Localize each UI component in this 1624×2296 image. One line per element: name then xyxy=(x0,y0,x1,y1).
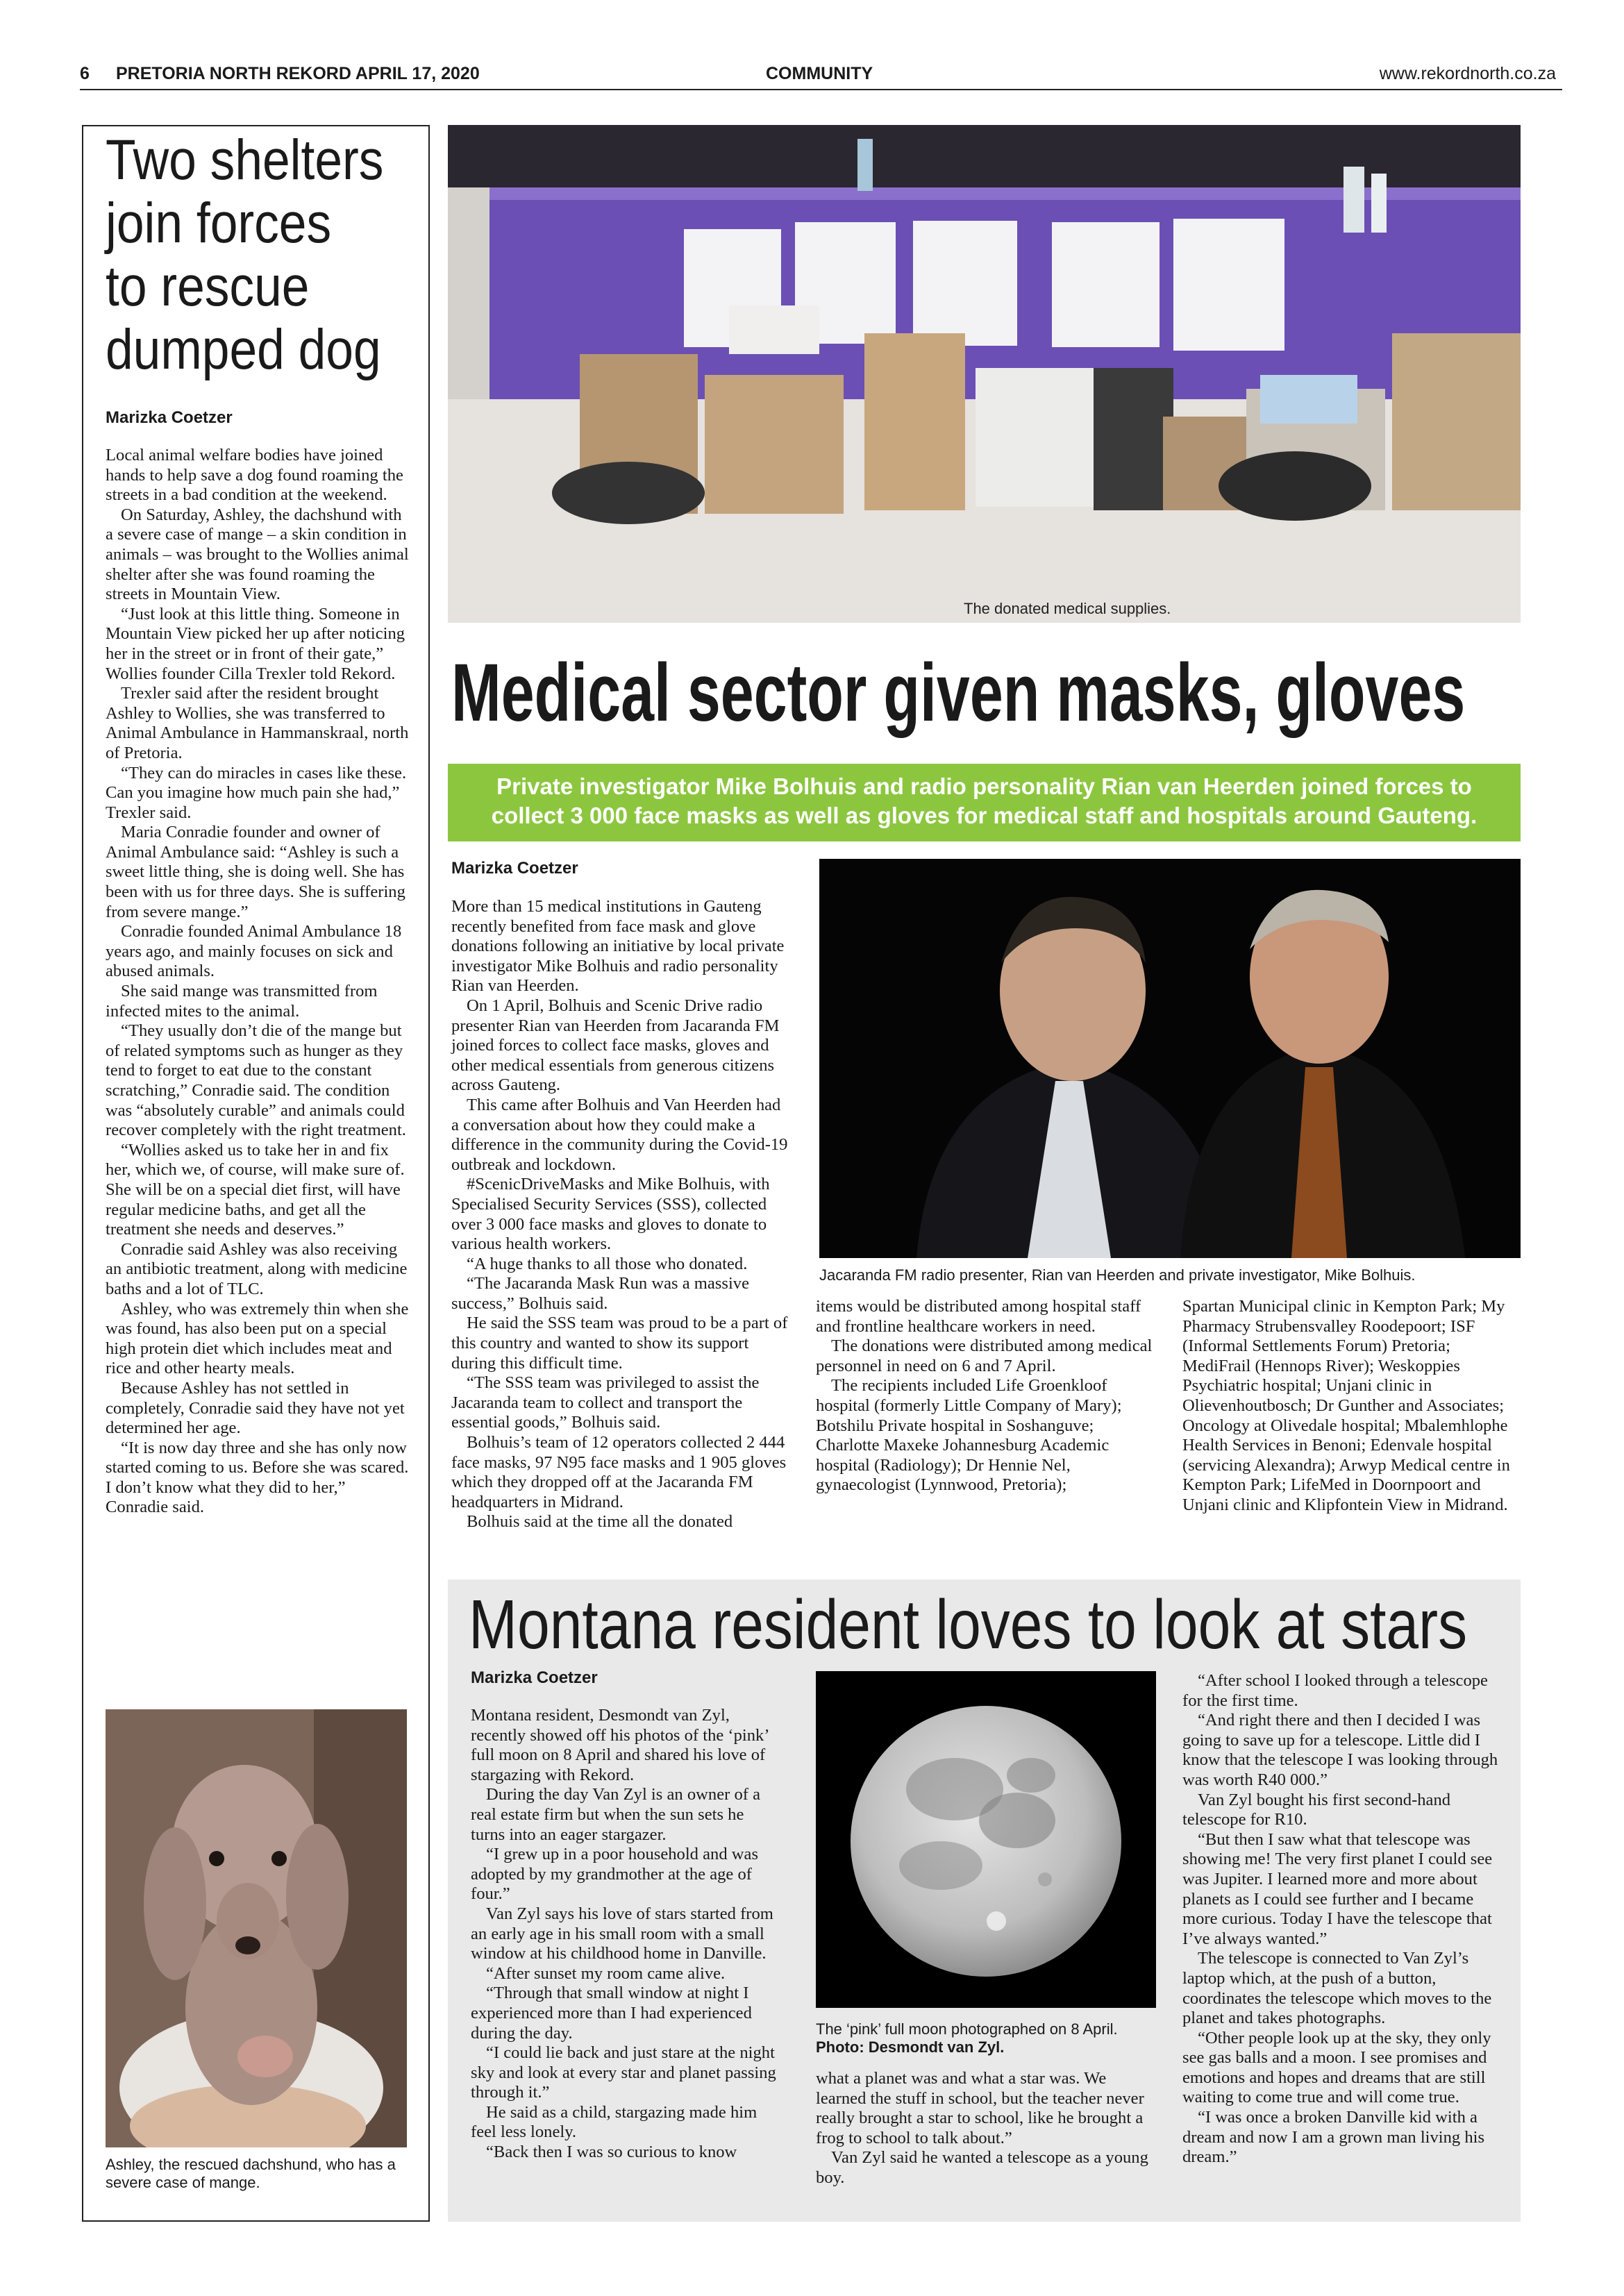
dog-paragraph: Maria Conradie founder and owner of Animal Ambulance said: “Ashley is such a sweet little thing, she is doing well. She has been with us for three days. She is suffering from severe mange.” xyxy=(106,823,405,921)
masks-paragraph: #ScenicDriveMasks and Mike Bolhuis, with Specialised Security Services (SSS), collected over 3 000 face masks and gloves to donate to various health workers. xyxy=(451,1175,770,1254)
masks-headline: Medical sector given masks, gloves xyxy=(451,647,1466,739)
masks-paragraph: The recipients included Life Groenkloof hospital (formerly Little Company of Mary); Botshilu Private hospital in Soshanguve; Charlotte Maxeke Johannesburg Academic hospital (Radiology); Dr Hennie Nel, gynaecologist (Lynnwood, Pretoria); xyxy=(816,1376,1122,1495)
moon-photo xyxy=(816,1671,1156,2008)
stars-column-2 xyxy=(816,2069,1156,2188)
masks-column-1 xyxy=(451,897,789,1532)
stars-paragraph: He said as a child, stargazing made him feel less lonely. xyxy=(471,2102,757,2142)
dog-byline: Marizka Coetzer xyxy=(106,408,233,427)
masks-column-2 xyxy=(816,1297,1154,1495)
portrait-illustration xyxy=(819,859,1521,1258)
stars-byline: Marizka Coetzer xyxy=(471,1668,598,1687)
stars-paragraph: Van Zyl said he wanted a telescope as a young boy. xyxy=(816,2148,1148,2187)
dog-article-body xyxy=(106,446,411,1518)
stars-paragraph: Montana resident, Desmondt van Zyl, recently showed off his photos of the ‘pink’ full moon on 8 April and shared his love of stargazing with Rekord. xyxy=(471,1706,769,1784)
stars-paragraph: “Other people look up at the sky, they only see gas balls and a moon. I see promises and emotions and hopes and dreams that are still waiting to come true and will come true. xyxy=(1182,2028,1491,2107)
stars-paragraph: “Through that small window at night I experienced more than I had experienced during the day. xyxy=(471,1984,752,2043)
stars-paragraph: Van Zyl says his love of stars started from an early age in his small room with a small window at his childhood home in Danville. xyxy=(471,1904,773,1963)
dog-paragraph: Because Ashley has not settled in completely, Conradie said they have not yet determined her age. xyxy=(106,1378,405,1438)
masks-paragraph: He said the SSS team was proud to be a part of this country and wanted to show its support during this difficult time. xyxy=(451,1314,788,1373)
masks-byline: Marizka Coetzer xyxy=(451,859,578,878)
masks-paragraph: Spartan Municipal clinic in Kempton Park; My Pharmacy Strubensvalley Roodepoort; ISF (Informal Settlements Forum) Pretoria; MediFrail (Hennops River); Weskoppies Psychiatric hospital; Unjani clinic in Olievenhoutbosch; Dr Gunther and Associates; Oncology at Olivedale hospital; Mbalemhlophe Health Services in Benoni; Edenvale hospital (servicing Alexandra); Arwyp Medical centre in Kempton Park; LifeMed in Doornpoort and Unjani clinic and Klipfontein View in Midrand. xyxy=(1182,1297,1510,1514)
dog-paragraph: “It is now day three and she has only now started coming to us. Before she was scared. I don’t know what they did to her,” Conradie said. xyxy=(106,1438,409,1517)
stars-paragraph: “After sunset my room came alive. xyxy=(486,1963,726,1983)
masks-intro-text: Private investigator Mike Bolhuis and radio personality Rian van Heerden joined forces to collect 3 000 face masks as well as gloves for medical staff and hospitals around Gauteng. xyxy=(491,773,1477,828)
dachshund-illustration xyxy=(106,1709,407,2147)
masks-paragraph: On 1 April, Bolhuis and Scenic Drive radio presenter Rian van Heerden from Jacaranda FM joined forces to collect face masks, gloves and other medical essentials from generous citizens across Gauteng. xyxy=(451,996,780,1095)
dog-paragraph: She said mange was transmitted from infected mites to the animal. xyxy=(106,982,378,1021)
moon-photo-credit: Photo: Desmondt van Zyl. xyxy=(816,2038,1005,2056)
stars-column-1 xyxy=(471,1706,782,2163)
dog-paragraph: Local animal welfare bodies have joined hands to help save a dog found roaming the streets in a bad condition at the weekend. xyxy=(106,446,403,505)
dog-headline: Two shelters join forces to rescue dumped dog xyxy=(106,128,384,381)
stars-paragraph: “After school I looked through a telescope for the first time. xyxy=(1182,1671,1488,1710)
section-label: COMMUNITY xyxy=(766,64,873,83)
masks-column-3 xyxy=(1182,1297,1521,1516)
dog-paragraph: “They can do miracles in cases like these. Can you imagine how much pain she had,” Trexler said. xyxy=(106,763,407,822)
masks-paragraph: Bolhuis said at the time all the donated xyxy=(467,1512,733,1532)
page-number: 6 xyxy=(80,64,90,83)
dog-paragraph: On Saturday, Ashley, the dachshund with a severe case of mange – a skin condition in animals – was brought to the Wollies animal shelter after she was found roaming the streets in Mountain View. xyxy=(106,505,409,604)
dog-photo-caption: Ashley, the rescued dachshund, who has a severe case of mange. xyxy=(106,2156,396,2191)
masks-paragraph: The donations were distributed among medical personnel in need on 6 and 7 April. xyxy=(816,1336,1153,1375)
stars-column-3 xyxy=(1182,1671,1509,2168)
stars-paragraph: “But then I saw what that telescope was showing me! The very first planet I could see was Jupiter. I learned more and more about planets as I could see further and I became more curious. Today I have the telescope that I’ve always wanted.” xyxy=(1182,1829,1493,1948)
stars-paragraph: what a planet was and what a star was. We learned the stuff in school, but the teacher never really brought a star to school, like he brought a frog to school to talk about.” xyxy=(816,2069,1144,2147)
portrait-caption: Jacaranda FM radio presenter, Rian van Heerden and private investigator, Mike Bolhuis. xyxy=(819,1266,1416,1284)
dog-paragraph: Conradie said Ashley was also receiving an antibiotic treatment, along with medicine baths and a lot of TLC. xyxy=(106,1239,408,1298)
dog-paragraph: Trexler said after the resident brought Ashley to Wollies, she was transferred to Animal Ambulance in Hammanskraal, north of Pretoria. xyxy=(106,684,409,762)
stars-paragraph: “I could lie back and just stare at the night sky and look at every star and planet passing through it.” xyxy=(471,2043,776,2102)
dog-paragraph: Conradie founded Animal Ambulance 18 years ago, and mainly focuses on sick and abused animals. xyxy=(106,922,402,981)
website-url: www.rekordnorth.co.za xyxy=(1379,64,1556,83)
dog-paragraph: “Wollies asked us to take her in and fix her, which we, of course, will make sure of. She will be on a special diet first, will have regular medicine baths, and get all the treatment she needs and deserves.” xyxy=(106,1140,405,1239)
stars-paragraph: During the day Van Zyl is an owner of a real estate firm but when the sun sets he turns into an eager stargazer. xyxy=(471,1785,761,1844)
publication-line: PRETORIA NORTH REKORD APRIL 17, 2020 xyxy=(116,64,480,83)
masks-paragraph: “A huge thanks to all those who donated. xyxy=(467,1254,748,1273)
dog-paragraph: “They usually don’t die of the mange but of related symptoms such as hunger as they tend to forget to eat due to the constant scratching,” Conradie said. The condition was “absolutely curable” and animals could recover completely with the right treatment. xyxy=(106,1021,406,1140)
stars-paragraph: “And right there and then I decided I was going to save up for a telescope. Little did I know that the telescope I was looking through was worth R40 000.” xyxy=(1182,1711,1498,1789)
dog-paragraph: “Just look at this little thing. Someone in Mountain View picked her up after noticing her in the street or in front of their gate,” Wollies founder Cilla Trexler told Rekord. xyxy=(106,604,405,683)
masks-paragraph: items would be distributed among hospital staff and frontline healthcare workers in need. xyxy=(816,1297,1141,1336)
supplies-photo xyxy=(448,125,1521,623)
header-rule xyxy=(80,89,1562,90)
stars-paragraph: Van Zyl bought his first second-hand telescope for R10. xyxy=(1182,1790,1451,1829)
moon-illustration xyxy=(816,1671,1156,2008)
portrait-photo xyxy=(819,859,1521,1258)
stars-paragraph: The telescope is connected to Van Zyl’s laptop which, at the push of a button, coordinates the telescope which moves to the planet and takes photographs. xyxy=(1182,1949,1492,2028)
supplies-photo-caption: The donated medical supplies. xyxy=(964,600,1171,617)
masks-paragraph: This came after Bolhuis and Van Heerden had a conversation about how they could make a difference in the community during the Covid-19 outbreak and lockdown. xyxy=(451,1095,788,1174)
dog-photo xyxy=(106,1709,407,2147)
stars-paragraph: “I grew up in a poor household and was adopted by my grandmother at the age of four.” xyxy=(471,1845,759,1904)
moon-caption: The ‘pink’ full moon photographed on 8 April. xyxy=(816,2020,1118,2038)
masks-paragraph: “The Jacaranda Mask Run was a massive success,” Bolhuis said. xyxy=(451,1274,750,1313)
masks-paragraph: Bolhuis’s team of 12 operators collected 2 444 face masks, 97 N95 face masks and 1 905 gloves which they dropped off at the Jacaranda FM headquarters in Midrand. xyxy=(451,1433,787,1511)
stars-headline: Montana resident loves to look at stars xyxy=(469,1586,1468,1664)
supplies-illustration xyxy=(448,125,1521,623)
stars-paragraph: “Back then I was so curious to know xyxy=(486,2143,737,2162)
masks-paragraph: More than 15 medical institutions in Gauteng recently benefited from face mask and glove donations following an initiative by local private investigator Mike Bolhuis and radio personality Rian van Heerden. xyxy=(451,897,785,996)
masks-paragraph: “The SSS team was privileged to assist the Jacaranda team to collect and transport the essential goods,” Bolhuis said. xyxy=(451,1373,760,1432)
dog-paragraph: Ashley, who was extremely thin when she was found, has also been put on a special high protein diet which includes meat and rice and other hearty meals. xyxy=(106,1299,409,1378)
stars-paragraph: “I was once a broken Danville kid with a dream and now I am a grown man living his dream.” xyxy=(1182,2108,1485,2167)
